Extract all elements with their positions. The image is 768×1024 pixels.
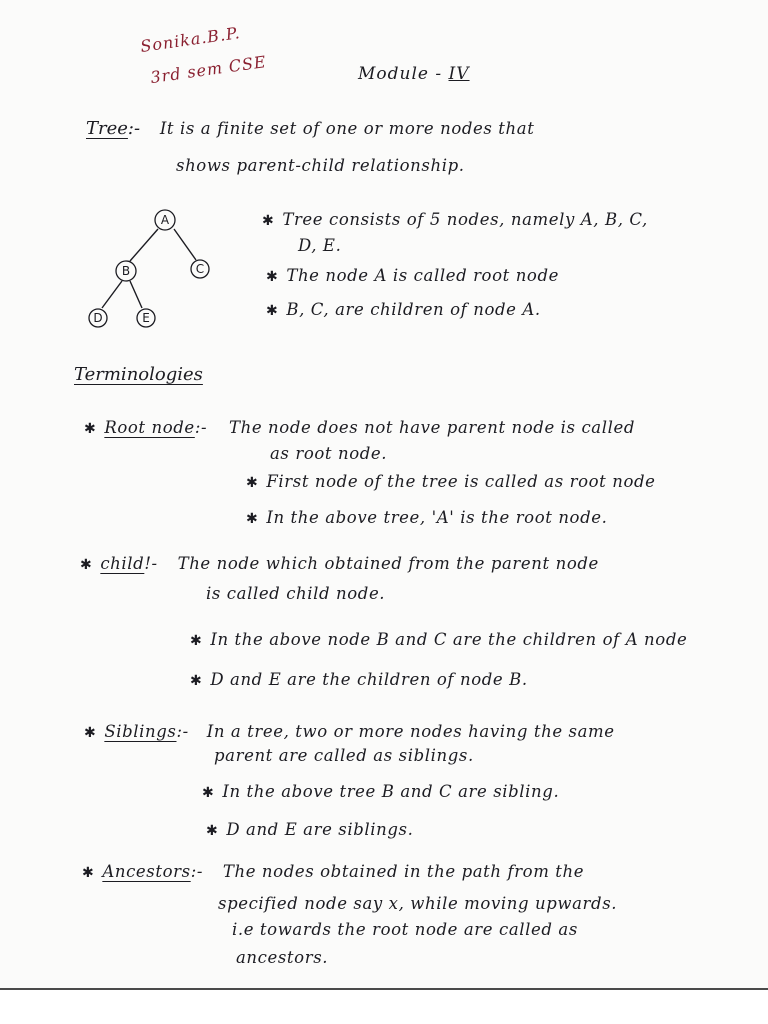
tree-diagram: [70, 198, 230, 338]
tree-note-1-cont: D, E.: [298, 236, 342, 255]
node-d-label: D: [93, 311, 103, 325]
definition-text-1: It is a finite set of one or more nodes that: [159, 119, 535, 138]
definition-line-1: [86, 118, 534, 139]
siblings-bullet-1: ✱ In the above tree B and C are sibling.: [202, 782, 560, 801]
tree-note-2: ✱ The node A is called root node: [266, 266, 559, 285]
node-a-label: A: [160, 213, 170, 227]
term-ancestors: Ancestors: [102, 862, 191, 881]
edge-b-d: [102, 281, 122, 308]
child-line-2: is called child node.: [206, 584, 386, 603]
definition-text-2: shows parent-child relationship.: [176, 156, 465, 175]
edge-a-c: [174, 229, 196, 260]
term-tree: Tree: [86, 118, 128, 139]
page-title: [358, 64, 470, 84]
ancestors-line-1: ✱ Ancestors:- The nodes obtained in the path from the: [82, 862, 585, 881]
root-node-line-2: as root node.: [270, 444, 388, 463]
tree-note-3: ✱ B, C, are children of node A.: [266, 300, 541, 319]
module-prefix: Module -: [358, 64, 449, 84]
child-bullet-1: ✱ In the above node B and C are the children of A node: [190, 630, 688, 649]
root-node-bullet-1: ✱ First node of the tree is called as root node: [246, 472, 656, 491]
module-number: IV: [448, 64, 470, 84]
ancestors-line-2: specified node say x, while moving upwards.: [218, 894, 618, 913]
siblings-line-2: parent are called as siblings.: [214, 746, 474, 765]
siblings-bullet-2: ✱ D and E are siblings.: [206, 820, 414, 839]
term-child: child: [100, 554, 145, 573]
node-b-label: B: [121, 264, 131, 278]
tree-note-1: ✱ Tree consists of 5 nodes, namely A, B, C,: [262, 210, 648, 229]
term-siblings: Siblings: [104, 722, 177, 741]
root-node-line-1: ✱ Root node:- The node does not have parent node is called: [84, 418, 636, 437]
edge-b-e: [130, 281, 142, 308]
author-class: 3rd sem CSE: [149, 51, 268, 88]
node-c-label: C: [195, 262, 205, 276]
section-heading-terminologies: Terminologies: [74, 364, 203, 385]
node-e-label: E: [142, 311, 150, 325]
child-line-1: ✱ child!- The node which obtained from the parent node: [80, 554, 599, 573]
root-node-bullet-2: ✱ In the above tree, 'A' is the root node.: [246, 508, 608, 527]
term-sep: :-: [127, 118, 141, 139]
ancestors-line-3: i.e towards the root node are called as: [232, 920, 578, 939]
author-name: Sonika.B.P.: [139, 23, 242, 56]
ancestors-line-4: ancestors.: [236, 948, 329, 967]
edge-a-b: [130, 229, 158, 261]
siblings-line-1: ✱ Siblings:- In a tree, two or more nodes having the same: [84, 722, 615, 741]
page-margin-bottom: [0, 990, 768, 1024]
term-root-node: Root node: [104, 418, 195, 437]
child-bullet-2: ✱ D and E are the children of node B.: [190, 670, 528, 689]
